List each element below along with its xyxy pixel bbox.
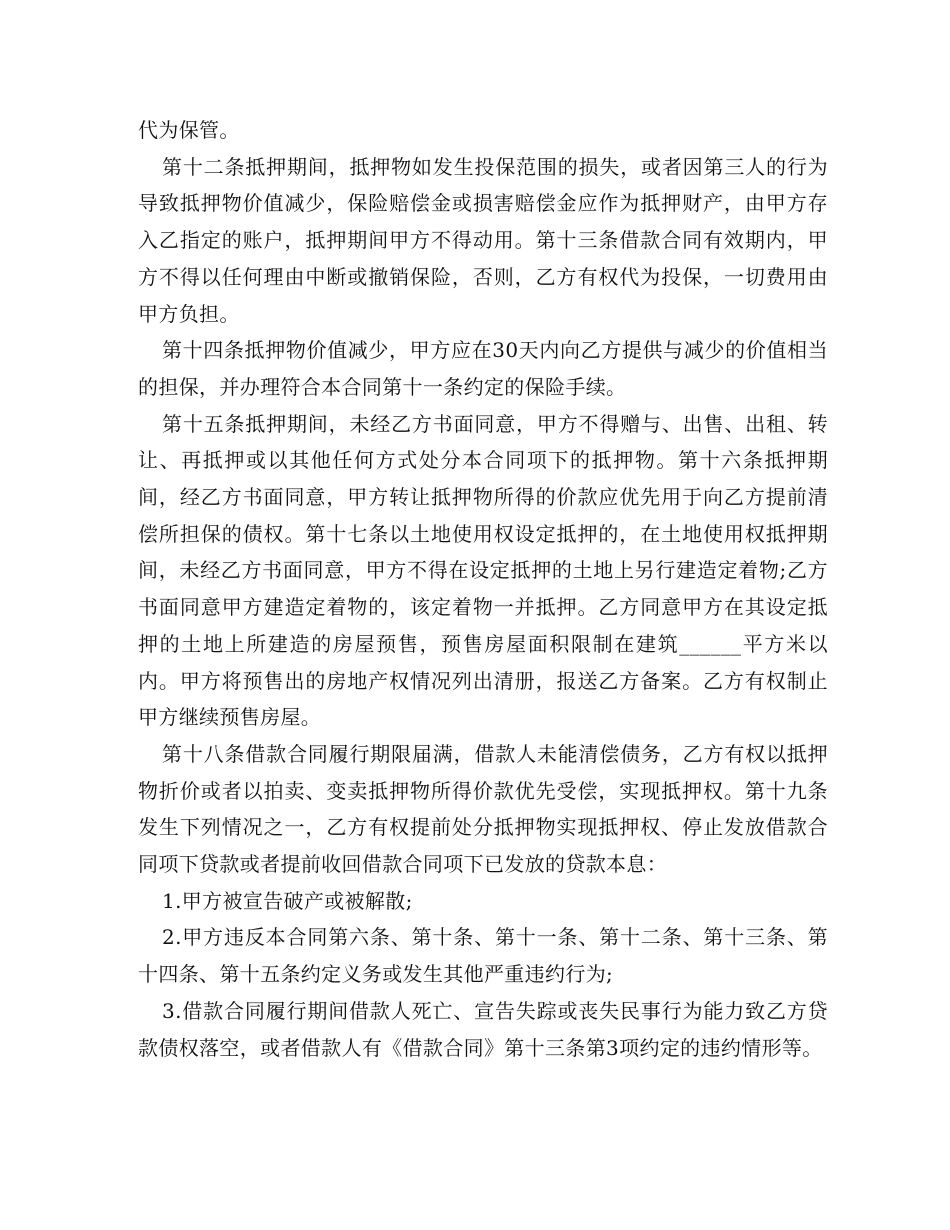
paragraph-article-18-19: 第十八条借款合同履行期限届满，借款人未能清偿债务，乙方有权以抵押物折价或者以拍卖、变卖抵押物所得价款优先受偿，实现抵押权。第十九条发生下列情况之一，乙方有权提前处分抵押物实现抵押权、停止发放借款合同项下贷款或者提前收回借款合同项下已发放的贷款本息：	[138, 741, 828, 877]
list-item-2: 2.甲方违反本合同第六条、第十条、第十一条、第十二条、第十三条、第十四条、第十五条约定义务或发生其他严重违约行为;	[138, 925, 828, 987]
paragraph-continuation: 代为保管。	[138, 118, 240, 142]
paragraph-article-14: 第十四条抵押物价值减少，甲方应在30天内向乙方提供与减少的价值相当的担保，并办理符合本合同第十一条约定的保险手续。	[138, 338, 828, 399]
list-item-3: 3.借款合同履行期间借款人死亡、宣告失踪或丧失民事行为能力致乙方贷款债权落空，或者借款人有《借款合同》第十三条第3项约定的违约情形等。	[138, 998, 828, 1060]
document-body	[138, 112, 828, 1066]
paragraph-article-15-17: 第十五条抵押期间，未经乙方书面同意，甲方不得赠与、出售、出租、转让、再抵押或以其他任何方式处分本合同项下的抵押物。第十六条抵押期间，经乙方书面同意，甲方转让抵押物所得的价款应优先用于向乙方提前清偿所担保的债权。第十七条以土地使用权设定抵押的，在土地使用权抵押期间，未经乙方书面同意，甲方不得在设定抵押的土地上另行建造定着物;乙方书面同意甲方建造定着物的，该定着物一并抵押。乙方同意甲方在其设定抵押的土地上所建造的房屋预售，预售房屋面积限制在建筑______平方米以内。甲方将预售出的房地产权情况列出清册，报送乙方备案。乙方有权制止甲方继续预售房屋。	[138, 411, 828, 730]
paragraph-article-12-13: 第十二条抵押期间，抵押物如发生投保范围的损失，或者因第三人的行为导致抵押物价值减少，保险赔偿金或损害赔偿金应作为抵押财产，由甲方存入乙指定的账户，抵押期间甲方不得动用。第十三条借款合同有效期内，甲方不得以任何理由中断或撤销保险，否则，乙方有权代为投保，一切费用由甲方负担。	[138, 154, 828, 326]
list-item-1: 1.甲方被宣告破产或被解散;	[162, 888, 413, 913]
